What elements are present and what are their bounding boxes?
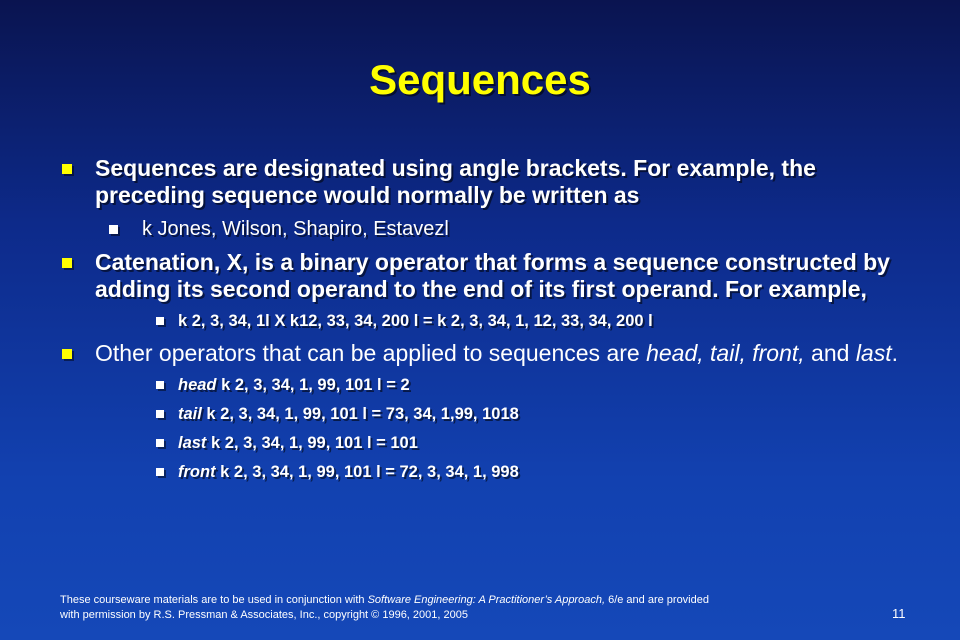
bullet-text-prefix: Other operators that can be applied to sequences are bbox=[95, 340, 647, 366]
square-bullet-icon bbox=[62, 164, 72, 174]
page-number: 11 bbox=[892, 606, 906, 621]
square-bullet-icon bbox=[62, 349, 72, 359]
square-bullet-icon bbox=[156, 468, 164, 476]
footer-text: with permission by R.S. Pressman & Associates, Inc., copyright © 1996, 2001, 2005 bbox=[60, 609, 468, 621]
square-bullet-icon bbox=[156, 439, 164, 447]
bullet-sequences-angle-brackets bbox=[62, 155, 922, 209]
bullet-text: Sequences are designated using angle brackets. For example, the preceding sequence would normally be written as bbox=[95, 155, 816, 208]
op-head: head, bbox=[646, 340, 704, 366]
sub-bullet-text: k 2, 3, 34, 1, 99, 101 l = 101 bbox=[206, 434, 418, 452]
op-name: tail bbox=[178, 405, 202, 423]
sub-bullet-catenation-example bbox=[156, 311, 922, 331]
sub-bullet-text: Jones, Wilson, Shapiro, Estavezl bbox=[152, 218, 449, 240]
bullet-other-operators bbox=[62, 340, 922, 367]
op-front: front, bbox=[752, 340, 805, 366]
sub-bullet-example-sequence bbox=[109, 217, 922, 241]
sub-bullet-tail-example bbox=[156, 404, 922, 424]
slide-footer bbox=[60, 593, 860, 623]
sub-bullet-text: k 2, 3, 34, 1, 99, 101 l = 72, 3, 34, 1, 998 bbox=[215, 463, 519, 481]
op-name: last bbox=[178, 434, 207, 452]
op-name: front bbox=[178, 463, 216, 481]
square-bullet-icon bbox=[109, 225, 118, 234]
sub-bullet-text: k 2, 3, 34, 1, 99, 101 l = 2 bbox=[216, 376, 410, 394]
bullet-text: Catenation, X, is a binary operator that forms a sequence constructed by adding its second operand to the end of its first operand. For example, bbox=[95, 249, 890, 302]
op-name: head bbox=[178, 376, 217, 394]
slide-title: Sequences bbox=[369, 56, 591, 103]
sub-bullet-last-example bbox=[156, 433, 922, 453]
bullet-list bbox=[62, 155, 922, 491]
square-bullet-icon bbox=[62, 258, 72, 268]
bullet-catenation bbox=[62, 249, 922, 303]
sub-bullet-head-example bbox=[156, 375, 922, 395]
footer-text: 6/e and are provided bbox=[605, 594, 709, 606]
sub-bullet-front-example bbox=[156, 462, 922, 482]
footer-book-title: Software Engineering: A Practitioner’s Approach, bbox=[367, 594, 606, 606]
footer-text: These courseware materials are to be used in conjunction with bbox=[60, 594, 368, 606]
angle-open-glyph: k bbox=[142, 218, 152, 240]
sub-bullet-text: k 2, 3, 34, 1l X k12, 33, 34, 200 l = k 2, 3, 34, 1, 12, 33, 34, 200 l bbox=[178, 312, 653, 330]
and-text: and bbox=[804, 340, 856, 366]
sub-bullet-text: k 2, 3, 34, 1, 99, 101 l = 73, 34, 1,99, 1018 bbox=[201, 405, 519, 423]
square-bullet-icon bbox=[156, 317, 164, 325]
square-bullet-icon bbox=[156, 410, 164, 418]
op-tail: tail, bbox=[710, 340, 746, 366]
square-bullet-icon bbox=[156, 381, 164, 389]
op-last: last bbox=[855, 340, 892, 366]
period: . bbox=[891, 340, 898, 366]
